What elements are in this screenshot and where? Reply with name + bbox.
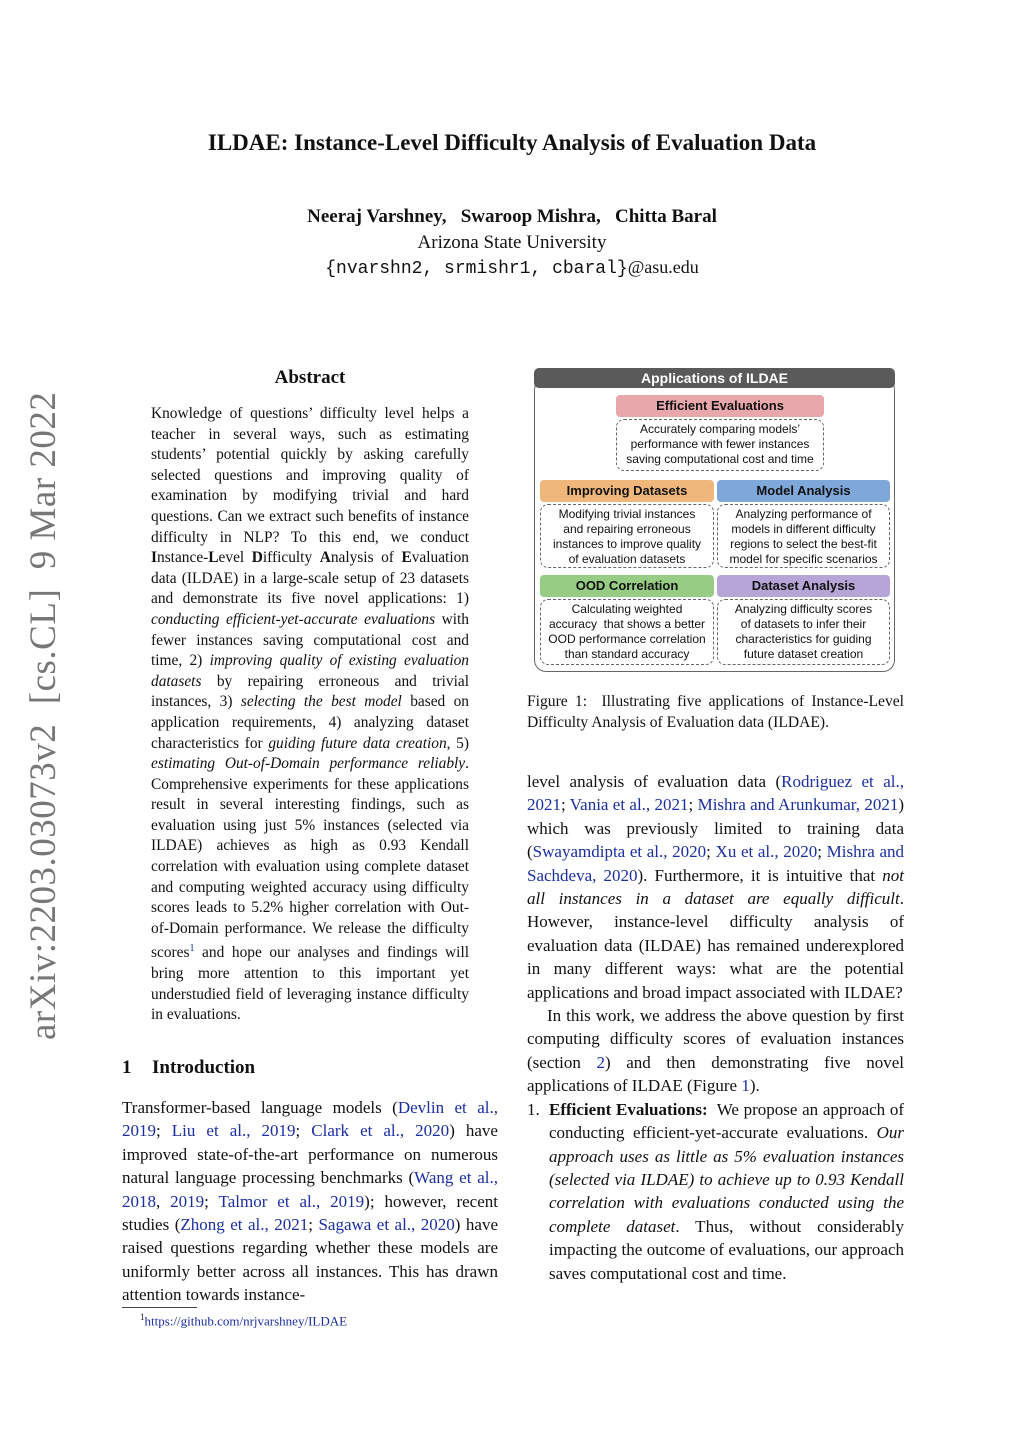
abstract-body: Knowledge of questions’ difficulty level helps a teacher in several ways, such as estimating students’ potential quickly by asking carefully selected questions and improving quality of examination by modifying trivial and hard questions. Can we extract such benefits of instance difficulty in NLP? To this end, we conduct Instance-Level Difficulty Analysis of Evaluation data (ILDAE) in a large-scale setup of 23 datasets and demonstrate its five novel applications: 1) conducting efficient-yet-accurate evaluations with fewer instances saving computational cost and time, 2) improving quality of existing evaluation datasets by repairing erroneous and trivial instances, 3) selecting the best model based on application requirements, 4) analyzing dataset characteristics for guiding future data creation, 5) estimating Out-of-Domain performance reliably. Comprehensive experiments for these applications result in several interesting findings, such as evaluation using just 5% instances (selected via ILDAE) achieves as high as 0.93 Kendall correlation with evaluation using complete dataset and computing weighted accuracy using difficulty scores leads to 5.2% higher correlation with Out-of-Domain performance. We release the difficulty scores$^1$ and hope our analyses and findings will bring more attention to this important yet understudied field of leveraging instance difficulty in evaluations. xyxy=(151,405,470,1024)
citation-link[interactable]: Xu et al., 2020 xyxy=(715,842,818,862)
box-efficient-evaluations-desc: Accurately comparing models’ performance with fewer instances saving computational cost and time xyxy=(616,419,824,471)
citation-link[interactable]: Clark et al., 2020 xyxy=(311,1121,450,1141)
box-improving-datasets-desc: Modifying trivial instances and repairing erroneous instances to improve quality of evaluation datasets xyxy=(540,504,714,568)
footnote: $^1$https://github.com/nrjvarshney/ILDAE xyxy=(140,1312,348,1329)
figure-header: Applications of ILDAE xyxy=(534,368,895,388)
figure-caption: Figure 1: Illustrating five applications of Instance-Level Difficulty Analysis of Evaluation data (ILDAE). xyxy=(527,693,908,731)
section-ref-link[interactable]: 2 xyxy=(596,1052,605,1072)
box-model-analysis-desc: Analyzing performance of models in different difficulty regions to select the best-fit model for specific scenarios xyxy=(717,504,890,568)
box-dataset-analysis-desc: Analyzing difficulty scores of datasets to infer their characteristics for guiding future dataset creation xyxy=(717,599,890,665)
paragraph: level analysis of evaluation data (Rodriguez et al., 2021; Vania et al., 2021; Mishra and Arunkumar, 2021) which was previously limited to training data (Swayamdipta et al., 2020; Xu et al., 2020; Mishra and Sachdeva, 2020). Furthermore, it is intuitive that not all instances in a dataset are equally difficult. However, instance-level difficulty analysis of evaluation data (ILDAE) has remained underexplored in many different ways: what are the potential applications and broad impact associated with ILDAE? xyxy=(527,772,905,1002)
citation-link[interactable]: Vania et al., 2021 xyxy=(569,795,689,815)
footnote-url-link[interactable]: https://github.com/nrjvarshney/ILDAE xyxy=(144,1313,348,1329)
citation-link[interactable]: Swayamdipta et al., 2020 xyxy=(532,842,707,862)
section-heading-introduction: 1 Introduction xyxy=(122,1057,256,1078)
box-improving-datasets-label: Improving Datasets xyxy=(540,480,714,502)
box-ood-correlation-label: OOD Correlation xyxy=(540,575,714,597)
footnote-rule xyxy=(122,1307,197,1308)
citation-link[interactable]: Talmor et al., 2019 xyxy=(218,1191,365,1211)
citation-link[interactable]: Mishra and Arunkumar, 2021 xyxy=(697,795,899,815)
arxiv-identifier: arXiv:2203.03073v2 [cs.CL] 9 Mar 2022 xyxy=(23,391,64,1040)
introduction-body: Transformer-based language models (Devlin et al., 2019; Liu et al., 2019; Clark et al., 2020) have improved state-of-the-art performance on numerous natural language processing benchmarks (Wang et al., 2018, 2019; Talmor et al., 2019); however, recent studies (Zhong et al., 2021; Sagawa et al., 2020) have raised questions regarding whether these models are uniformly better across all instances. This has drawn attention towards instance- xyxy=(122,1098,499,1305)
citation-link[interactable]: Zhong et al., 2021 xyxy=(180,1215,309,1235)
paper-authors: Neeraj Varshney, Swaroop Mishra, Chitta Baral xyxy=(307,206,717,227)
right-column-body xyxy=(527,770,909,1285)
email-domain: @asu.edu xyxy=(627,257,699,277)
box-efficient-evaluations-label: Efficient Evaluations xyxy=(616,395,824,417)
email-users: {nvarshn2, srmishr1, cbaral} xyxy=(325,259,628,279)
footnote-link[interactable]: 1 xyxy=(189,943,195,955)
citation-link[interactable]: Sagawa et al., 2020 xyxy=(318,1215,455,1235)
paper-title: ILDAE: Instance-Level Difficulty Analysis of Evaluation Data xyxy=(207,130,817,155)
citation-link[interactable]: 2019 xyxy=(170,1191,205,1211)
citation-link[interactable]: Wang et al., 2018 xyxy=(122,1168,498,1211)
figure-ref-link[interactable]: 1 xyxy=(741,1076,750,1096)
paragraph: In this work, we address the above question by first computing difficulty scores of evaluation instances (section 2) and then demonstrating five novel applications of ILDAE (Figure 1). xyxy=(527,1006,904,1096)
abstract-heading: Abstract xyxy=(274,367,346,388)
citation-link[interactable]: Mishra and Sachdeva, 2020 xyxy=(527,842,904,885)
box-ood-correlation-desc: Calculating weighted accuracy that shows a better OOD performance correlation than standard accuracy xyxy=(540,599,714,665)
box-model-analysis-label: Model Analysis xyxy=(717,480,890,502)
citation-link[interactable]: Devlin et al., 2019 xyxy=(122,1098,498,1141)
paper-affiliation: Arizona State University xyxy=(417,232,607,253)
list-item: 1. Efficient Evaluations: We propose an approach of conducting efficient-yet-accurate evaluations. Our approach uses as little as 5% evaluation instances (selected via ILDAE) to achieve up to 0.93 Kendall correlation with evaluations conducted using the complete dataset. Thus, without considerably impacting the outcome of evaluations, our approach saves computational cost and time. xyxy=(527,1099,909,1283)
citation-link[interactable]: Rodriguez et al., 2021 xyxy=(527,772,904,815)
figure-applications-of-ildae xyxy=(534,368,895,672)
box-dataset-analysis-label: Dataset Analysis xyxy=(717,575,890,597)
citation-link[interactable]: Liu et al., 2019 xyxy=(171,1121,296,1141)
paper-email xyxy=(0,257,1024,279)
